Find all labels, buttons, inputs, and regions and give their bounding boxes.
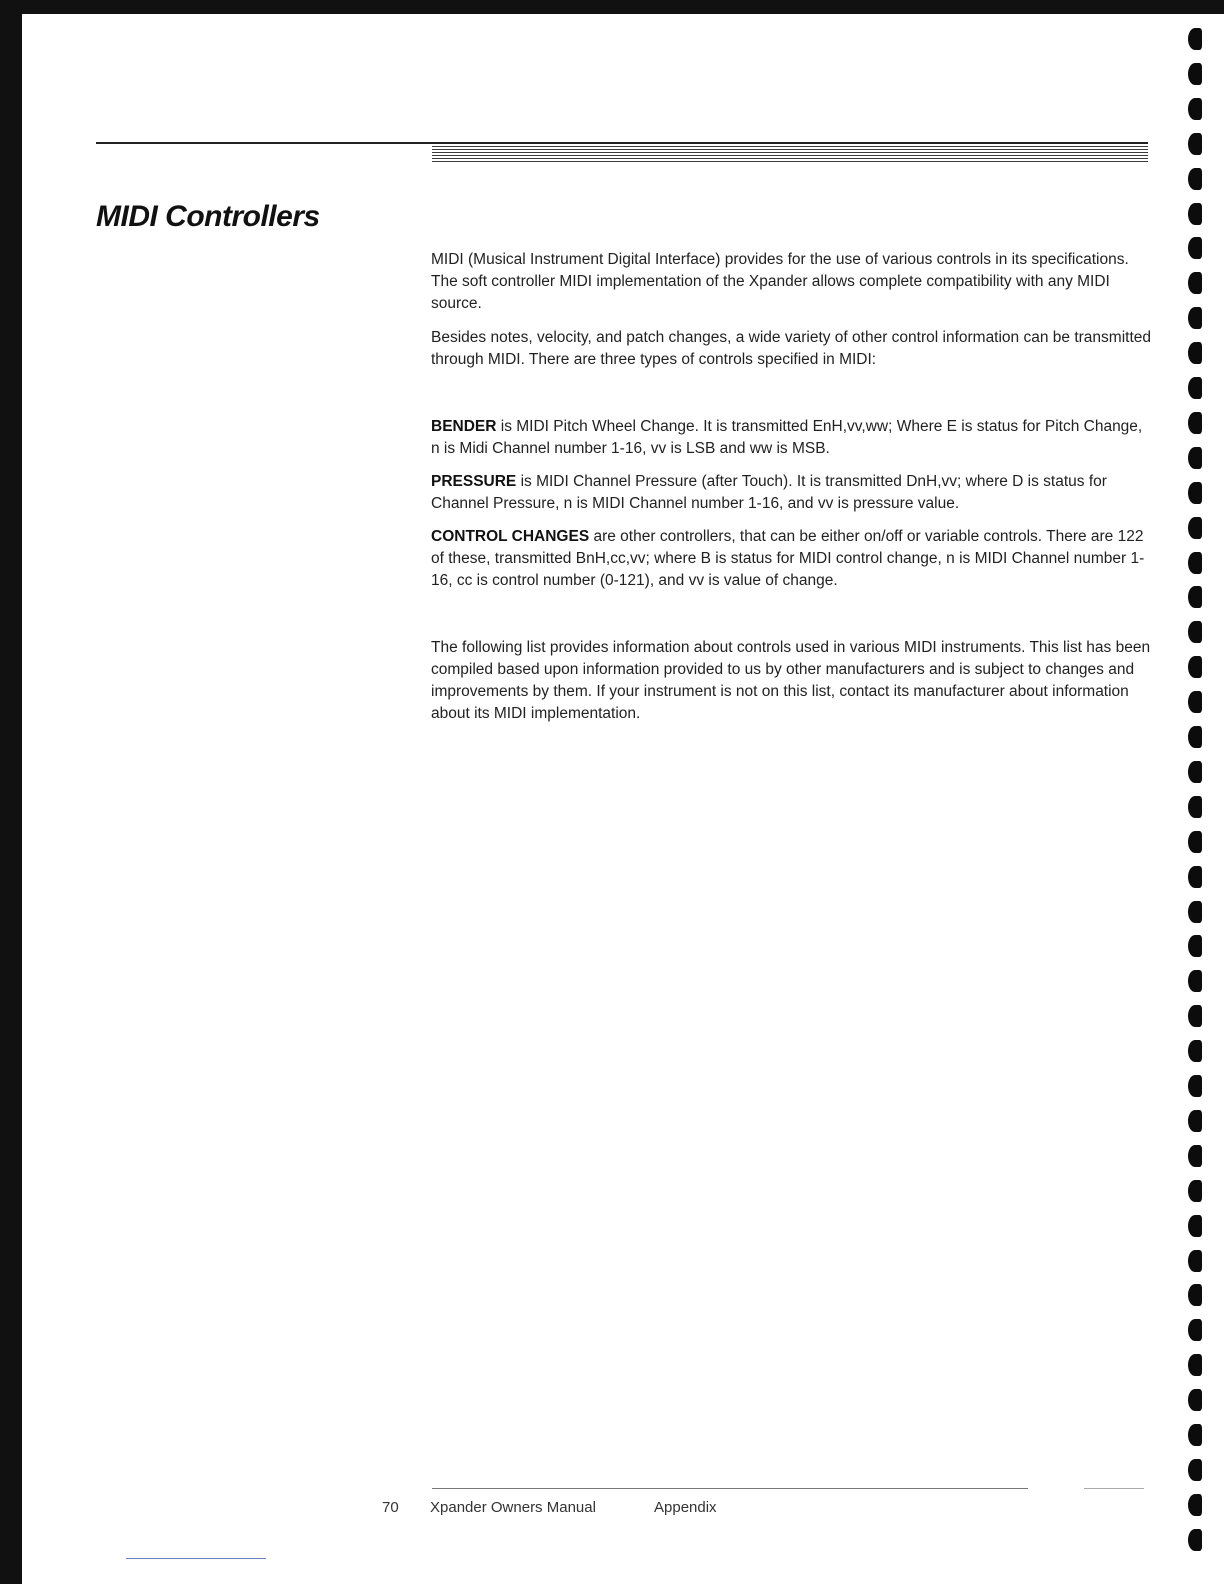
closing-paragraph: The following list provides information about controls used in various MIDI instruments. This list has been compiled based upon information provided to us by other manufacturers and is subject to changes and improvements by them. If your instrument is not on this list, contact its manufacturer about information about its MIDI implementation. bbox=[431, 639, 1151, 722]
control-description: is MIDI Pitch Wheel Change. It is transmitted EnH,vv,ww; Where E is status for Pitch Change, n is Midi Channel number 1-16, vv is LSB and ww is MSB. bbox=[431, 418, 1143, 457]
control-description: is MIDI Channel Pressure (after Touch). It is transmitted DnH,vv; where D is status for Channel Pressure, n is MIDI Channel number 1-16, and vv is pressure value. bbox=[431, 473, 1107, 512]
binding-hole bbox=[1188, 656, 1202, 678]
binding-hole bbox=[1188, 796, 1202, 818]
binding-hole bbox=[1188, 691, 1202, 713]
binding-hole bbox=[1188, 28, 1202, 50]
binding-hole bbox=[1188, 203, 1202, 225]
page-number: 70 bbox=[382, 1499, 399, 1516]
binding-hole bbox=[1188, 1389, 1202, 1411]
binding-hole bbox=[1188, 133, 1202, 155]
binding-hole bbox=[1188, 726, 1202, 748]
binding-hole bbox=[1188, 1459, 1202, 1481]
binding-hole bbox=[1188, 1284, 1202, 1306]
binding-hole bbox=[1188, 1319, 1202, 1341]
binding-hole bbox=[1188, 98, 1202, 120]
control-term: BENDER bbox=[431, 418, 497, 435]
control-description: are other controllers, that can be either on/off or variable controls. There are 122 of these, transmitted BnH,cc,vv; where B is status for MIDI control change, n is MIDI Channel number 1-16, cc is control number (0-121), and vv is value of change. bbox=[431, 528, 1145, 589]
intro-paragraph-2: Besides notes, velocity, and patch changes, a wide variety of other control information can be transmitted through MIDI. There are three types of controls specified in MIDI: bbox=[431, 329, 1151, 368]
binding-hole bbox=[1188, 586, 1202, 608]
binding-hole bbox=[1188, 1180, 1202, 1202]
footer-section: Appendix bbox=[654, 1499, 717, 1516]
binding-hole bbox=[1188, 1215, 1202, 1237]
control-bender bbox=[431, 416, 1151, 460]
binding-hole bbox=[1188, 412, 1202, 434]
binding-hole bbox=[1188, 1040, 1202, 1062]
control-pressure bbox=[431, 471, 1151, 515]
binding-hole bbox=[1188, 1494, 1202, 1516]
scan-artifact-line bbox=[126, 1558, 266, 1559]
binding-hole bbox=[1188, 1075, 1202, 1097]
page-title: MIDI Controllers bbox=[96, 200, 320, 233]
scan-border-top bbox=[0, 0, 1224, 14]
binding-hole bbox=[1188, 935, 1202, 957]
header-rule bbox=[96, 142, 1148, 144]
binding-hole bbox=[1188, 1529, 1202, 1551]
binding-hole bbox=[1188, 1145, 1202, 1167]
binding-hole bbox=[1188, 342, 1202, 364]
control-term: CONTROL CHANGES bbox=[431, 528, 590, 545]
binding-hole bbox=[1188, 307, 1202, 329]
scan-border-right bbox=[1208, 0, 1224, 14]
binding-hole bbox=[1188, 1354, 1202, 1376]
binding-hole bbox=[1188, 866, 1202, 888]
binding-holes bbox=[1188, 28, 1218, 1578]
binding-hole bbox=[1188, 621, 1202, 643]
binding-hole bbox=[1188, 761, 1202, 783]
binding-hole bbox=[1188, 901, 1202, 923]
binding-hole bbox=[1188, 237, 1202, 259]
binding-hole bbox=[1188, 1110, 1202, 1132]
binding-hole bbox=[1188, 517, 1202, 539]
binding-hole bbox=[1188, 377, 1202, 399]
binding-hole bbox=[1188, 447, 1202, 469]
footer-rule bbox=[432, 1488, 1028, 1489]
binding-hole bbox=[1188, 63, 1202, 85]
binding-hole bbox=[1188, 1250, 1202, 1272]
binding-hole bbox=[1188, 831, 1202, 853]
footer-rule-short bbox=[1084, 1488, 1144, 1489]
scan-border-left bbox=[0, 0, 22, 1584]
binding-hole bbox=[1188, 482, 1202, 504]
header-rule-block bbox=[432, 146, 1148, 164]
intro-paragraph-1: MIDI (Musical Instrument Digital Interface) provides for the use of various controls in its specifications. The soft controller MIDI implementation of the Xpander allows complete compatibility with any MIDI source. bbox=[431, 251, 1129, 312]
binding-hole bbox=[1188, 168, 1202, 190]
body-text bbox=[431, 249, 1151, 725]
footer-manual-title: Xpander Owners Manual bbox=[430, 1499, 596, 1516]
control-term: PRESSURE bbox=[431, 473, 517, 490]
binding-hole bbox=[1188, 970, 1202, 992]
binding-hole bbox=[1188, 1424, 1202, 1446]
control-control-changes bbox=[431, 526, 1151, 592]
binding-hole bbox=[1188, 552, 1202, 574]
binding-hole bbox=[1188, 272, 1202, 294]
binding-hole bbox=[1188, 1005, 1202, 1027]
